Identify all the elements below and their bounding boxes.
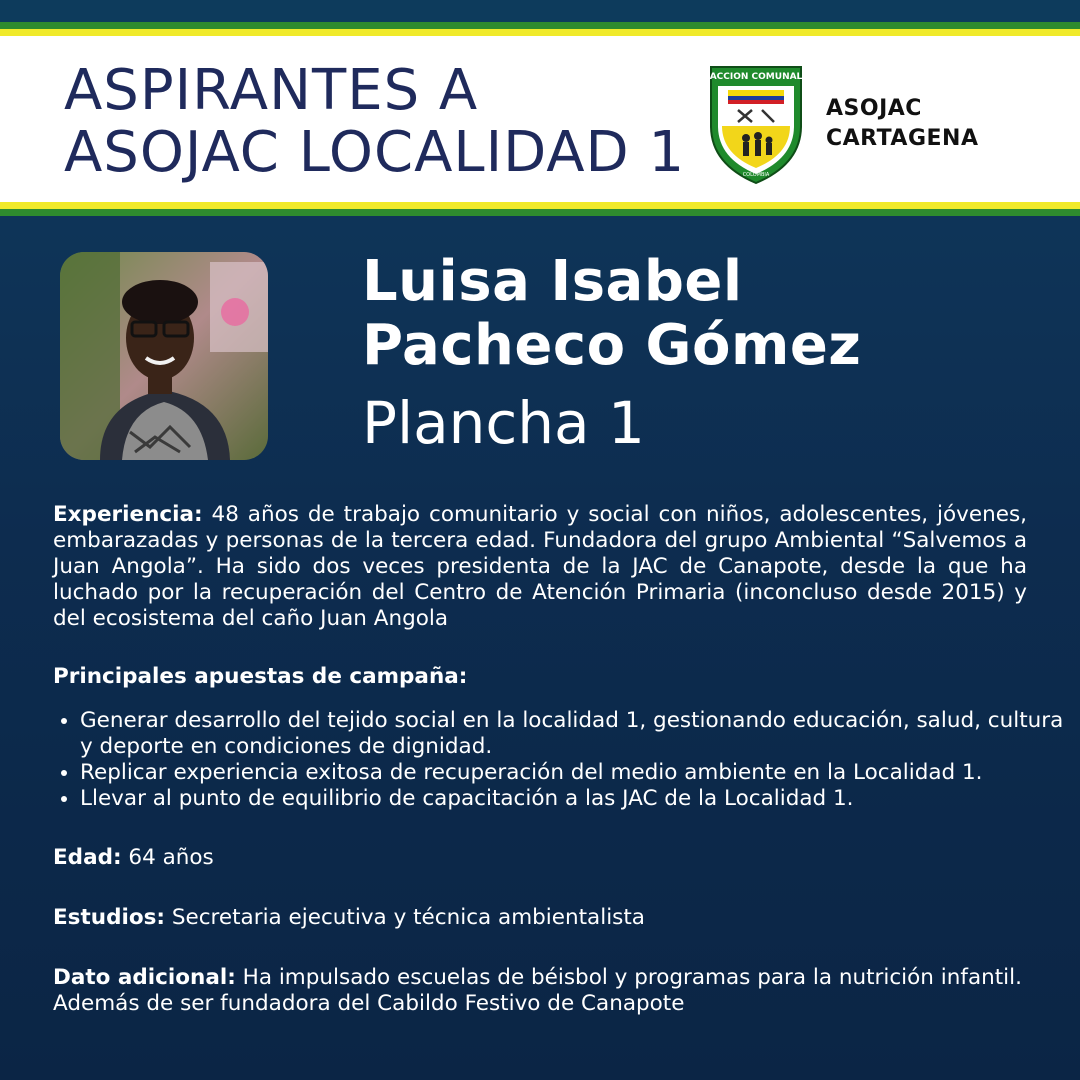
header-banner [0, 36, 1080, 202]
dato-adicional-label: Dato adicional: [53, 965, 236, 990]
candidate-name-line-2: Pacheco Gómez [362, 313, 862, 378]
top-band [0, 0, 1080, 22]
page-title [64, 60, 684, 184]
estudios-value: Secretaria ejecutiva y técnica ambientalista [165, 905, 645, 930]
title-line-1: ASPIRANTES A [64, 58, 479, 123]
edad-line [53, 845, 1027, 871]
candidate-name [362, 250, 1042, 378]
plancha-label: Plancha 1 [362, 389, 645, 457]
candidate-name-line-1: Luisa Isabel [362, 249, 743, 314]
list-item: • Llevar al punto de equilibrio de capacitación a las JAC de la Localidad 1. [80, 786, 1080, 812]
dato-adicional-paragraph [53, 965, 1027, 1017]
title-line-2: ASOJAC LOCALIDAD 1 [64, 120, 686, 185]
dato-adicional-text: Ha impulsado escuelas de béisbol y programas para la nutrición infantil. Además de ser fundadora del Cabildo Festivo de Canapote [53, 965, 1022, 1016]
experiencia-paragraph [53, 502, 1027, 632]
accion-comunal-shield-logo [708, 64, 804, 186]
top-green-stripe [0, 22, 1080, 29]
shield-bottom-text: COLOMBIA [742, 172, 770, 178]
estudios-line [53, 905, 1027, 931]
edad-value: 64 años [121, 845, 214, 870]
list-item: • Replicar experiencia exitosa de recuperación del medio ambiente en la Localidad 1. [80, 760, 1080, 786]
estudios-label: Estudios: [53, 905, 165, 930]
header-yellow-stripe [0, 202, 1080, 209]
list-item: • Generar desarrollo del tejido social en la localidad 1, gestionando educación, salud, cultura y deporte en condiciones de dignidad. [80, 708, 1080, 760]
campana-list [53, 708, 1080, 812]
edad-label: Edad: [53, 845, 122, 870]
experiencia-text: 48 años de trabajo comunitario y social con niños, adolescentes, jóvenes, embarazadas y personas de la tercera edad. Fundadora del grupo Ambiental “Salvemos a Juan Angola”. Ha sido dos veces presidenta de la JAC de Canapote, desde la que ha luchado por la recuperación del Centro de Atención Primaria (inconcluso desde 2015) y del ecosistema del caño Juan Angola [53, 502, 1027, 631]
org-name [826, 94, 978, 154]
header-green-stripe [0, 209, 1080, 216]
campana-heading: Principales apuestas de campaña: [53, 664, 468, 689]
candidate-photo [60, 252, 268, 460]
org-name-line-1: ASOJAC [826, 96, 922, 121]
shield-top-text: ACCION COMUNAL [709, 72, 803, 82]
top-yellow-stripe [0, 29, 1080, 36]
experiencia-label: Experiencia: [53, 502, 203, 527]
org-name-line-2: CARTAGENA [826, 126, 979, 151]
